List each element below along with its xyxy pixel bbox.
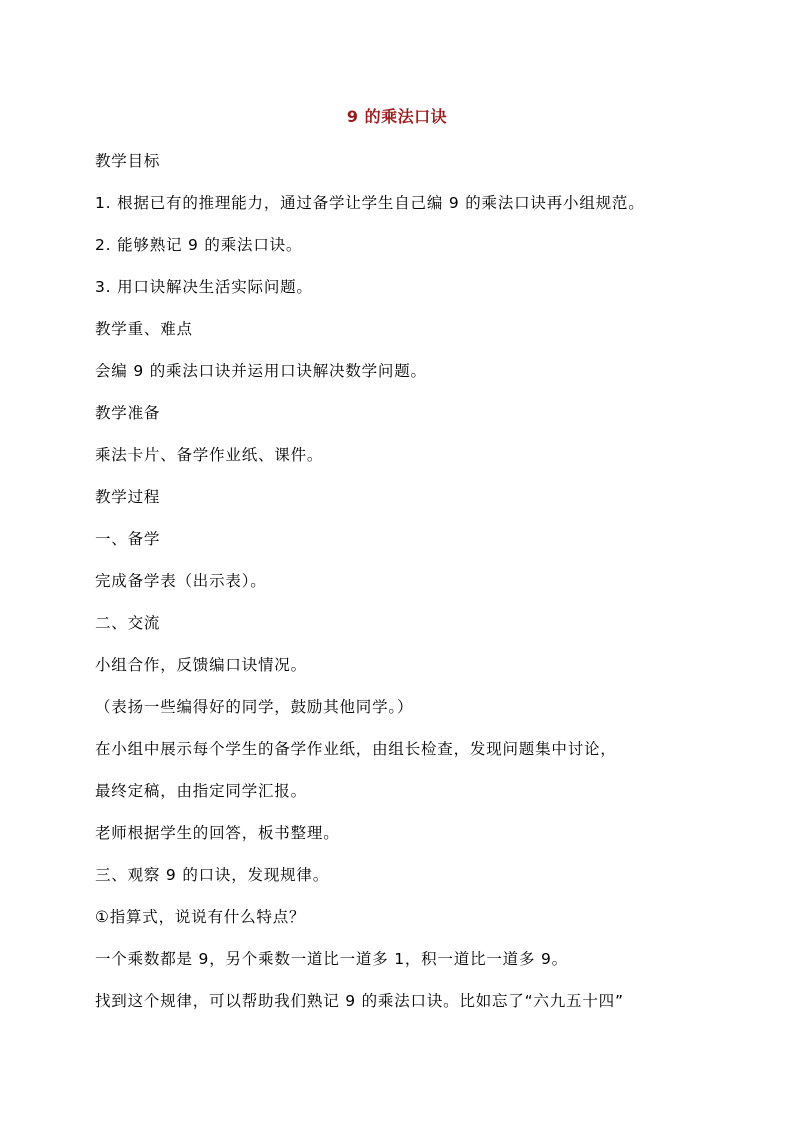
section-heading-process: 教学过程 (95, 488, 161, 506)
section-heading-key-points: 教学重、难点 (95, 320, 193, 338)
document-title: 9 的乘法口诀 (346, 107, 448, 126)
paragraph: 小组合作，反馈编口诀情况。 (95, 656, 307, 674)
subsection-heading: 二、交流 (95, 614, 161, 632)
paragraph: 最终定稿，由指定同学汇报。 (95, 782, 307, 800)
paragraph: 在小组中展示每个学生的备学作业纸，由组长检查，发现问题集中讨论， (95, 740, 617, 758)
section-heading-preparation: 教学准备 (95, 404, 161, 422)
objective-item-3: 3. 用口诀解决生活实际问题。 (95, 278, 313, 296)
paragraph: 完成备学表（出示表）。 (95, 572, 267, 590)
section-heading-objectives: 教学目标 (95, 152, 161, 170)
paragraph: 老师根据学生的回答，板书整理。 (95, 824, 340, 842)
paragraph: 会编 9 的乘法口诀并运用口诀解决数学问题。 (95, 362, 427, 380)
objective-item-1: 1. 根据已有的推理能力，通过备学让学生自己编 9 的乘法口诀再小组规范。 (95, 194, 645, 212)
paragraph: 一个乘数都是 9，另个乘数一道比一道多 1，积一道比一道多 9。 (95, 950, 568, 968)
paragraph: 找到这个规律，可以帮助我们熟记 9 的乘法口诀。比如忘了“六九五十四” (95, 992, 624, 1010)
objective-item-2: 2. 能够熟记 9 的乘法口诀。 (95, 236, 303, 254)
paragraph: 乘法卡片、备学作业纸、课件。 (95, 446, 324, 464)
paragraph: ①指算式，说说有什么特点？ (95, 908, 306, 926)
paragraph: （表扬一些编得好的同学，鼓励其他同学。） (95, 698, 414, 716)
subsection-heading: 三、观察 9 的口诀，发现规律。 (95, 866, 330, 884)
subsection-heading: 一、备学 (95, 530, 161, 548)
